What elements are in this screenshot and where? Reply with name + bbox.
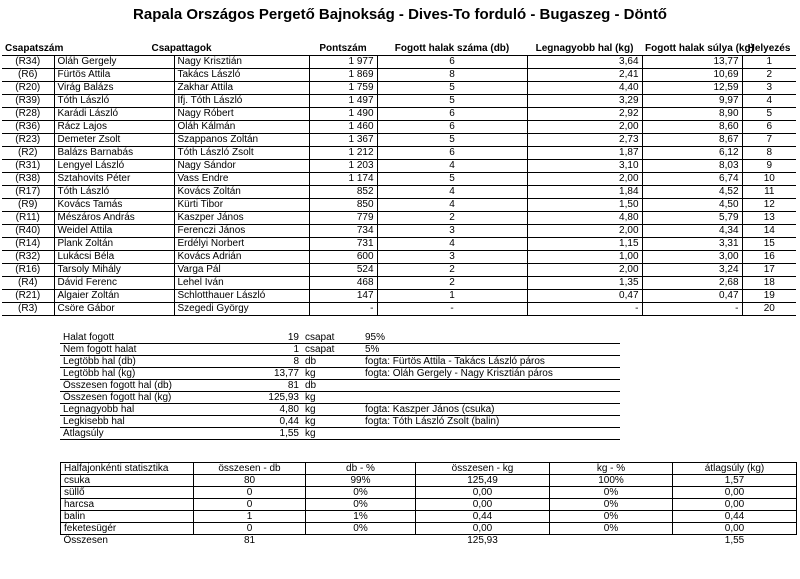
cell-member-2: Nagy Róbert — [174, 108, 309, 121]
summary-value: 0,44 — [210, 416, 302, 428]
table-row — [2, 160, 796, 173]
species-count: 80 — [194, 475, 306, 487]
cell-largest-fish: 1,87 — [527, 147, 642, 160]
species-header-cell: összesen - kg — [416, 463, 550, 475]
cell-placement: 13 — [742, 212, 796, 225]
cell-points: 147 — [309, 290, 377, 303]
species-count-pct: 0% — [306, 487, 416, 499]
summary-label: Összesen fogott hal (db) — [60, 380, 210, 392]
cell-member-2: Szappanos Zoltán — [174, 134, 309, 147]
cell-largest-fish: 1,35 — [527, 277, 642, 290]
species-weight: 125,49 — [416, 475, 550, 487]
table-row — [2, 199, 796, 212]
cell-fish-count: 5 — [377, 95, 527, 108]
cell-total-weight: 8,67 — [642, 134, 742, 147]
cell-fish-count: 6 — [377, 147, 527, 160]
summary-unit: kg — [302, 416, 362, 428]
cell-fish-count: 6 — [377, 108, 527, 121]
summary-unit: db — [302, 356, 362, 368]
cell-largest-fish: 2,00 — [527, 121, 642, 134]
summary-row — [60, 344, 620, 356]
cell-team-number: (R9) — [2, 199, 54, 212]
cell-largest-fish: 1,15 — [527, 238, 642, 251]
table-row — [2, 56, 796, 69]
cell-total-weight: 5,79 — [642, 212, 742, 225]
cell-team-number: (R31) — [2, 160, 54, 173]
cell-team-number: (R11) — [2, 212, 54, 225]
cell-fish-count: 4 — [377, 238, 527, 251]
summary-label: Nem fogott halat — [60, 344, 210, 356]
cell-team-number: (R40) — [2, 225, 54, 238]
cell-total-weight: 3,24 — [642, 264, 742, 277]
species-row — [61, 475, 797, 487]
cell-points: 850 — [309, 199, 377, 212]
cell-placement: 7 — [742, 134, 796, 147]
cell-largest-fish: 3,10 — [527, 160, 642, 173]
cell-fish-count: 6 — [377, 121, 527, 134]
cell-total-weight: 8,90 — [642, 108, 742, 121]
cell-member-1: Csöre Gábor — [54, 303, 174, 316]
summary-label: Legtöbb hal (kg) — [60, 368, 210, 380]
species-row — [61, 499, 797, 511]
cell-team-number: (R34) — [2, 56, 54, 69]
cell-member-2: Kürti Tibor — [174, 199, 309, 212]
cell-member-2: Zakhar Attila — [174, 82, 309, 95]
cell-total-weight: 4,34 — [642, 225, 742, 238]
table-row — [2, 134, 796, 147]
summary-note — [362, 380, 620, 392]
table-row — [2, 251, 796, 264]
species-header-cell: összesen - db — [194, 463, 306, 475]
summary-row — [60, 416, 620, 428]
cell-member-1: Fürtös Attila — [54, 69, 174, 82]
summary-note: fogta: Kaszper János (csuka) — [362, 404, 620, 416]
cell-member-1: Lukácsi Béla — [54, 251, 174, 264]
species-name: balin — [61, 511, 194, 523]
summary-row — [60, 368, 620, 380]
cell-placement: 12 — [742, 199, 796, 212]
cell-fish-count: 2 — [377, 264, 527, 277]
summary-row — [60, 332, 620, 344]
cell-points: 731 — [309, 238, 377, 251]
cell-fish-count: - — [377, 303, 527, 316]
table-row — [2, 238, 796, 251]
cell-fish-count: 5 — [377, 82, 527, 95]
cell-points: 1 497 — [309, 95, 377, 108]
cell-member-2: Tóth László Zsolt — [174, 147, 309, 160]
cell-placement: 3 — [742, 82, 796, 95]
cell-total-weight: 8,60 — [642, 121, 742, 134]
cell-member-1: Kovács Tamás — [54, 199, 174, 212]
summary-note: 95% — [362, 332, 620, 344]
cell-total-weight: 4,52 — [642, 186, 742, 199]
cell-team-number: (R20) — [2, 82, 54, 95]
cell-largest-fish: 2,92 — [527, 108, 642, 121]
cell-member-1: Weidel Attila — [54, 225, 174, 238]
cell-total-weight: 12,59 — [642, 82, 742, 95]
summary-note — [362, 392, 620, 404]
cell-total-weight: 9,97 — [642, 95, 742, 108]
species-total-species-count: 81 — [194, 535, 306, 547]
cell-largest-fish: 2,73 — [527, 134, 642, 147]
cell-team-number: (R2) — [2, 147, 54, 160]
results-table — [2, 42, 796, 316]
summary-row — [60, 428, 620, 440]
cell-largest-fish: 4,40 — [527, 82, 642, 95]
table-row — [2, 290, 796, 303]
cell-placement: 8 — [742, 147, 796, 160]
cell-member-2: Varga Pál — [174, 264, 309, 277]
cell-fish-count: 3 — [377, 225, 527, 238]
summary-unit: db — [302, 380, 362, 392]
cell-points: 1 869 — [309, 69, 377, 82]
species-weight: 0,44 — [416, 511, 550, 523]
summary-note: fogta: Tóth László Zsolt (balin) — [362, 416, 620, 428]
cell-member-1: Algaier Zoltán — [54, 290, 174, 303]
cell-placement: 1 — [742, 56, 796, 69]
cell-member-1: Lengyel László — [54, 160, 174, 173]
cell-total-weight: 6,74 — [642, 173, 742, 186]
cell-largest-fish: 2,00 — [527, 225, 642, 238]
species-stats-table — [60, 462, 797, 546]
cell-member-1: Balázs Barnabás — [54, 147, 174, 160]
summary-row — [60, 404, 620, 416]
summary-row — [60, 392, 620, 404]
cell-points: 1 759 — [309, 82, 377, 95]
cell-team-number: (R39) — [2, 95, 54, 108]
summary-value: 125,93 — [210, 392, 302, 404]
cell-placement: 6 — [742, 121, 796, 134]
cell-member-2: Kovács Adrián — [174, 251, 309, 264]
cell-fish-count: 3 — [377, 251, 527, 264]
table-row — [2, 121, 796, 134]
cell-points: 468 — [309, 277, 377, 290]
species-total-species-weight-pct — [550, 535, 673, 547]
species-name: süllő — [61, 487, 194, 499]
cell-total-weight: 3,31 — [642, 238, 742, 251]
cell-team-number: (R36) — [2, 121, 54, 134]
cell-member-2: Erdélyi Norbert — [174, 238, 309, 251]
cell-member-1: Rácz Lajos — [54, 121, 174, 134]
species-count: 1 — [194, 511, 306, 523]
species-weight-pct: 0% — [550, 523, 673, 535]
header-total-weight: Fogott halak súlya (kg) — [645, 43, 754, 54]
cell-member-1: Tóth László — [54, 95, 174, 108]
species-name: harcsa — [61, 499, 194, 511]
cell-total-weight: 3,00 — [642, 251, 742, 264]
table-row — [2, 225, 796, 238]
cell-points: 1 367 — [309, 134, 377, 147]
species-weight-pct: 0% — [550, 511, 673, 523]
cell-total-weight: 4,50 — [642, 199, 742, 212]
species-count: 0 — [194, 487, 306, 499]
cell-member-2: Lehel Iván — [174, 277, 309, 290]
species-avg-weight: 0,00 — [673, 523, 797, 535]
summary-unit: csapat — [302, 344, 362, 356]
summary-unit: kg — [302, 428, 362, 440]
species-count: 0 — [194, 499, 306, 511]
results-header-row — [2, 42, 796, 56]
cell-fish-count: 5 — [377, 134, 527, 147]
species-weight-pct: 100% — [550, 475, 673, 487]
table-row — [2, 186, 796, 199]
cell-points: 1 460 — [309, 121, 377, 134]
summary-value: 13,77 — [210, 368, 302, 380]
cell-member-2: Nagy Krisztián — [174, 56, 309, 69]
cell-largest-fish: 3,29 — [527, 95, 642, 108]
cell-points: 1 977 — [309, 56, 377, 69]
cell-team-number: (R32) — [2, 251, 54, 264]
summary-table — [60, 332, 620, 440]
summary-label: Legtöbb hal (db) — [60, 356, 210, 368]
cell-points: 1 212 — [309, 147, 377, 160]
cell-team-number: (R14) — [2, 238, 54, 251]
table-row — [2, 173, 796, 186]
species-header-cell: db - % — [306, 463, 416, 475]
cell-placement: 20 — [742, 303, 796, 316]
header-placement: Helyezés — [747, 43, 791, 54]
table-row — [2, 147, 796, 160]
table-row — [2, 69, 796, 82]
species-count-pct: 0% — [306, 523, 416, 535]
summary-note: fogta: Fürtös Attila - Takács László páros — [362, 356, 620, 368]
cell-fish-count: 4 — [377, 199, 527, 212]
cell-team-number: (R23) — [2, 134, 54, 147]
species-total-row — [61, 535, 797, 547]
cell-member-2: Oláh Kálmán — [174, 121, 309, 134]
cell-member-2: Vass Endre — [174, 173, 309, 186]
species-weight: 0,00 — [416, 499, 550, 511]
cell-member-1: Virág Balázs — [54, 82, 174, 95]
cell-team-number: (R4) — [2, 277, 54, 290]
cell-member-1: Mészáros András — [54, 212, 174, 225]
table-row — [2, 303, 796, 316]
cell-placement: 2 — [742, 69, 796, 82]
cell-fish-count: 1 — [377, 290, 527, 303]
cell-placement: 18 — [742, 277, 796, 290]
species-name: feketesügér — [61, 523, 194, 535]
cell-largest-fish: - — [527, 303, 642, 316]
header-team-number: Csapatszám — [5, 43, 64, 54]
summary-label: Összesen fogott hal (kg) — [60, 392, 210, 404]
page-title: Rapala Országos Pergető Bajnokság - Dives-To forduló - Bugaszeg - Döntő — [133, 6, 667, 23]
summary-note — [362, 428, 620, 440]
cell-points: 1 490 — [309, 108, 377, 121]
species-header-cell: kg - % — [550, 463, 673, 475]
cell-member-1: Tóth László — [54, 186, 174, 199]
species-avg-weight: 0,44 — [673, 511, 797, 523]
summary-label: Legkisebb hal — [60, 416, 210, 428]
species-total-species-name: Összesen — [61, 535, 194, 547]
species-header-cell: átlagsúly (kg) — [673, 463, 797, 475]
cell-placement: 14 — [742, 225, 796, 238]
summary-unit: kg — [302, 368, 362, 380]
cell-member-1: Demeter Zsolt — [54, 134, 174, 147]
summary-value: 19 — [210, 332, 302, 344]
cell-member-2: Takács László — [174, 69, 309, 82]
cell-largest-fish: 2,41 — [527, 69, 642, 82]
species-avg-weight: 0,00 — [673, 487, 797, 499]
cell-placement: 16 — [742, 251, 796, 264]
cell-points: 600 — [309, 251, 377, 264]
cell-fish-count: 8 — [377, 69, 527, 82]
species-weight-pct: 0% — [550, 499, 673, 511]
cell-fish-count: 2 — [377, 277, 527, 290]
cell-fish-count: 6 — [377, 56, 527, 69]
species-header-row — [61, 463, 797, 475]
table-row — [2, 95, 796, 108]
species-avg-weight: 0,00 — [673, 499, 797, 511]
summary-value: 81 — [210, 380, 302, 392]
summary-unit: csapat — [302, 332, 362, 344]
cell-member-1: Sztahovits Péter — [54, 173, 174, 186]
cell-team-number: (R6) — [2, 69, 54, 82]
species-name: csuka — [61, 475, 194, 487]
cell-points: 852 — [309, 186, 377, 199]
cell-total-weight: 2,68 — [642, 277, 742, 290]
cell-total-weight: - — [642, 303, 742, 316]
cell-fish-count: 4 — [377, 160, 527, 173]
species-total-species-avg-weight: 1,55 — [673, 535, 797, 547]
cell-fish-count: 2 — [377, 212, 527, 225]
header-points: Pontszám — [319, 43, 367, 54]
table-row — [2, 108, 796, 121]
summary-value: 1 — [210, 344, 302, 356]
cell-largest-fish: 1,50 — [527, 199, 642, 212]
header-fish-count: Fogott halak száma (db) — [394, 43, 510, 54]
cell-member-1: Tarsoly Mihály — [54, 264, 174, 277]
cell-member-1: Oláh Gergely — [54, 56, 174, 69]
cell-total-weight: 6,12 — [642, 147, 742, 160]
summary-unit: kg — [302, 392, 362, 404]
cell-placement: 11 — [742, 186, 796, 199]
cell-member-2: Nagy Sándor — [174, 160, 309, 173]
cell-points: 524 — [309, 264, 377, 277]
cell-member-2: Szegedi György — [174, 303, 309, 316]
summary-value: 8 — [210, 356, 302, 368]
cell-largest-fish: 1,84 — [527, 186, 642, 199]
summary-value: 4,80 — [210, 404, 302, 416]
species-total-species-count-pct — [306, 535, 416, 547]
header-team-members: Csapattagok — [151, 43, 212, 54]
cell-team-number: (R21) — [2, 290, 54, 303]
summary-label: Halat fogott — [60, 332, 210, 344]
cell-placement: 15 — [742, 238, 796, 251]
species-count-pct: 99% — [306, 475, 416, 487]
cell-largest-fish: 2,00 — [527, 264, 642, 277]
species-header-cell: Halfajonkénti statisztika — [61, 463, 194, 475]
summary-unit: kg — [302, 404, 362, 416]
cell-placement: 4 — [742, 95, 796, 108]
cell-points: 734 — [309, 225, 377, 238]
cell-placement: 10 — [742, 173, 796, 186]
cell-placement: 19 — [742, 290, 796, 303]
cell-team-number: (R38) — [2, 173, 54, 186]
cell-fish-count: 5 — [377, 173, 527, 186]
cell-member-1: Karádi László — [54, 108, 174, 121]
cell-placement: 5 — [742, 108, 796, 121]
cell-largest-fish: 4,80 — [527, 212, 642, 225]
summary-note: fogta: Oláh Gergely - Nagy Krisztián páros — [362, 368, 620, 380]
cell-largest-fish: 2,00 — [527, 173, 642, 186]
summary-label: Legnagyobb hal — [60, 404, 210, 416]
table-row — [2, 277, 796, 290]
summary-row — [60, 356, 620, 368]
species-count-pct: 1% — [306, 511, 416, 523]
cell-member-2: Kaszper János — [174, 212, 309, 225]
cell-total-weight: 13,77 — [642, 56, 742, 69]
cell-member-2: Schlotthauer László — [174, 290, 309, 303]
cell-team-number: (R28) — [2, 108, 54, 121]
summary-label: Átlagsúly — [60, 428, 210, 440]
table-row — [2, 264, 796, 277]
cell-largest-fish: 1,00 — [527, 251, 642, 264]
species-row — [61, 511, 797, 523]
cell-placement: 17 — [742, 264, 796, 277]
cell-points: 1 203 — [309, 160, 377, 173]
summary-note: 5% — [362, 344, 620, 356]
cell-team-number: (R16) — [2, 264, 54, 277]
table-row — [2, 212, 796, 225]
cell-team-number: (R17) — [2, 186, 54, 199]
cell-points: 779 — [309, 212, 377, 225]
species-weight-pct: 0% — [550, 487, 673, 499]
cell-member-2: Ferenczi János — [174, 225, 309, 238]
cell-total-weight: 8,03 — [642, 160, 742, 173]
summary-row — [60, 380, 620, 392]
cell-fish-count: 4 — [377, 186, 527, 199]
cell-total-weight: 10,69 — [642, 69, 742, 82]
cell-total-weight: 0,47 — [642, 290, 742, 303]
cell-largest-fish: 3,64 — [527, 56, 642, 69]
species-row — [61, 523, 797, 535]
species-weight: 0,00 — [416, 487, 550, 499]
species-row — [61, 487, 797, 499]
species-avg-weight: 1,57 — [673, 475, 797, 487]
cell-member-2: Kovács Zoltán — [174, 186, 309, 199]
species-weight: 0,00 — [416, 523, 550, 535]
cell-points: - — [309, 303, 377, 316]
header-largest-fish: Legnagyobb hal (kg) — [535, 43, 634, 54]
species-total-species-weight: 125,93 — [416, 535, 550, 547]
cell-member-1: Plank Zoltán — [54, 238, 174, 251]
cell-points: 1 174 — [309, 173, 377, 186]
cell-member-1: Dávid Ferenc — [54, 277, 174, 290]
cell-placement: 9 — [742, 160, 796, 173]
summary-value: 1,55 — [210, 428, 302, 440]
cell-member-2: Ifj. Tóth László — [174, 95, 309, 108]
species-count-pct: 0% — [306, 499, 416, 511]
table-row — [2, 82, 796, 95]
cell-team-number: (R3) — [2, 303, 54, 316]
species-count: 0 — [194, 523, 306, 535]
cell-largest-fish: 0,47 — [527, 290, 642, 303]
